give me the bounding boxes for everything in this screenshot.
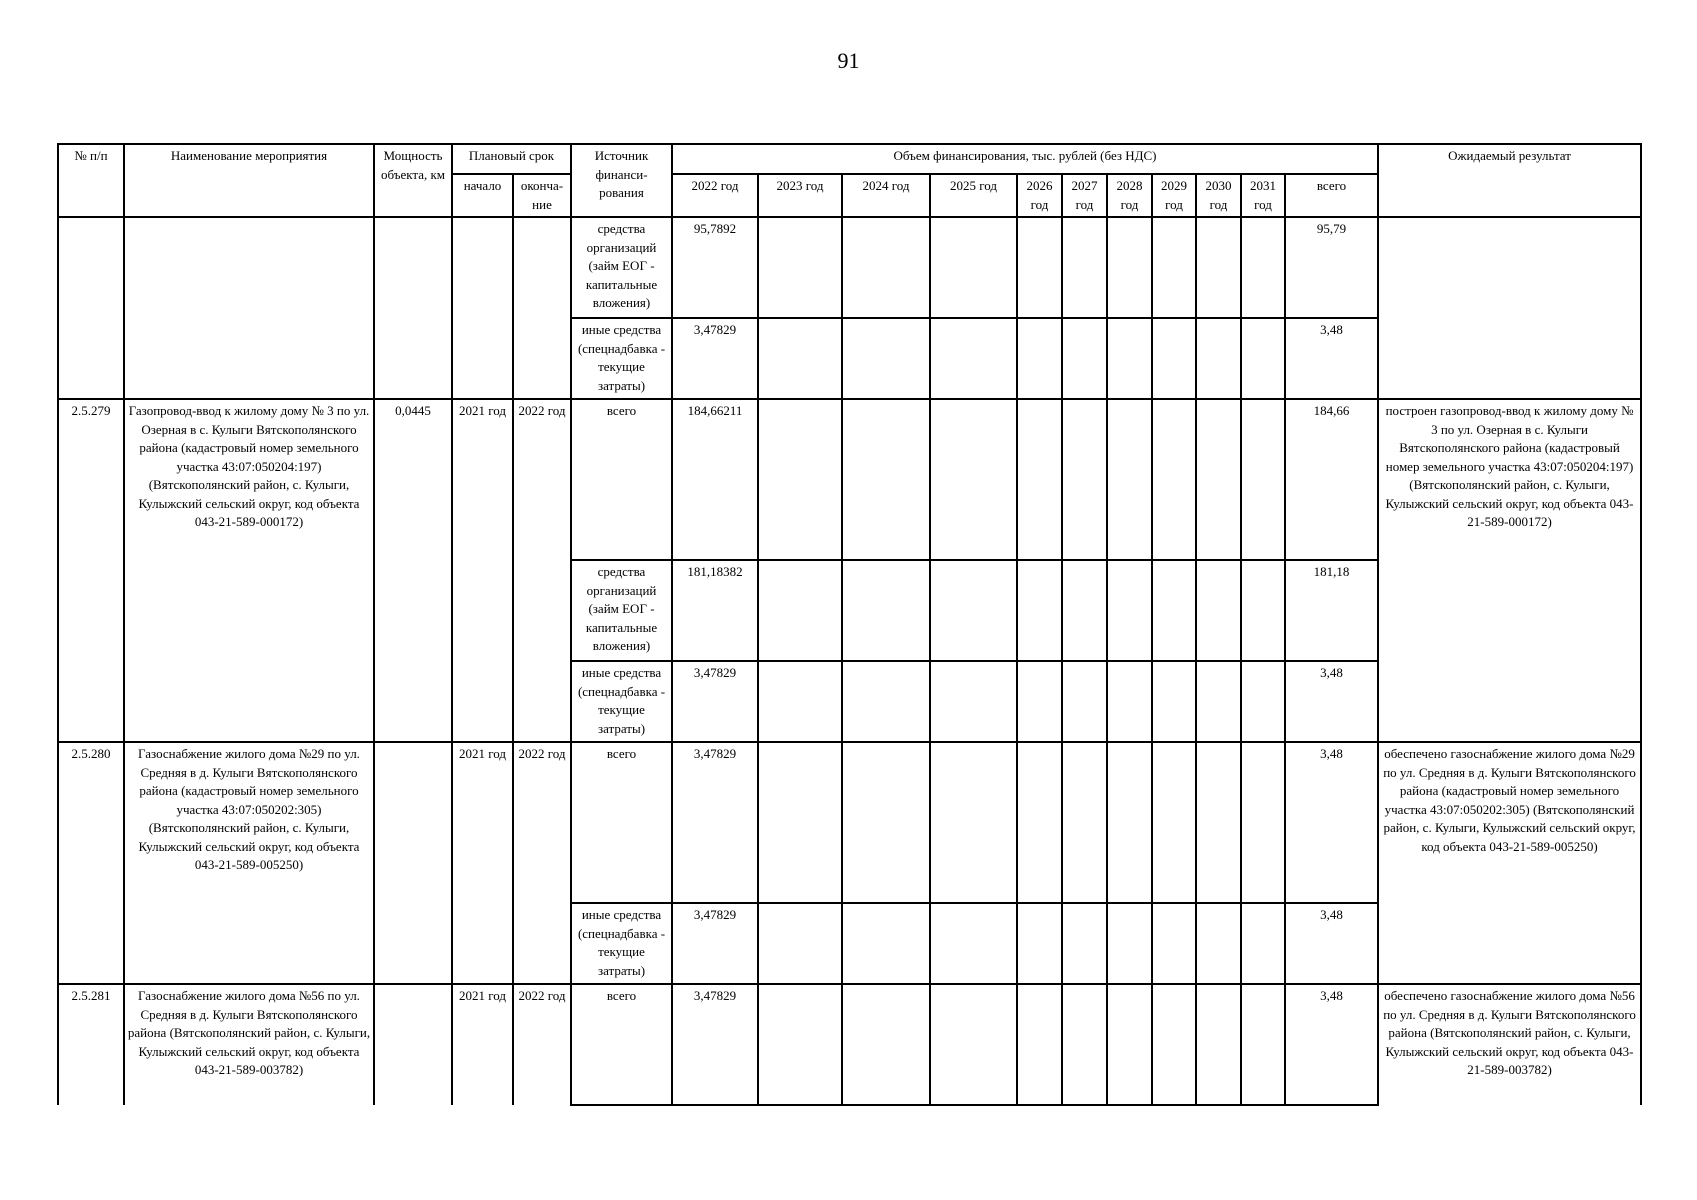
cell-result — [1378, 217, 1641, 399]
cell-num — [58, 217, 124, 399]
cell-name: Газоснабжение жилого дома №56 по ул. Средняя в д. Кулыги Вятскополянского района (Вятскополянский район, с. Кулыги, Кулыжский сельский округ, код объекта 043-21-589-003782) — [124, 984, 374, 1105]
header-source: Источник финанси-рования — [571, 144, 672, 217]
header-row-1 — [58, 144, 1641, 174]
cell-start: 2021 год — [452, 742, 513, 984]
cell-total: 181,18 — [1285, 560, 1378, 661]
cell-source: иные средства (спецнадбавка - текущие затраты) — [571, 903, 672, 984]
cell-capacity — [374, 217, 452, 399]
cell-2022: 3,47829 — [672, 742, 758, 903]
cell-num: 2.5.281 — [58, 984, 124, 1105]
cell-source: всего — [571, 984, 672, 1105]
cell-capacity — [374, 742, 452, 984]
header-year-2028: 2028 год — [1107, 174, 1152, 217]
cell-result: обеспечено газоснабжение жилого дома №29 по ул. Средняя в д. Кулыги Вятскополянского района (кадастровый номер земельного участка 43:07:050202:305) (Вятскополянский район, с. Кулыги, Кулыжский сельский округ, код объекта 043-21-589-005250) — [1378, 742, 1641, 984]
cell-total: 3,48 — [1285, 742, 1378, 903]
cell-2022: 184,66211 — [672, 399, 758, 560]
cell-start: 2021 год — [452, 399, 513, 742]
cell-end — [513, 217, 571, 399]
header-year-2027: 2027 год — [1062, 174, 1107, 217]
cell-2022: 3,47829 — [672, 318, 758, 399]
cell-source: иные средства (спецнадбавка - текущие затраты) — [571, 661, 672, 742]
cell-num: 2.5.279 — [58, 399, 124, 742]
header-year-2024: 2024 год — [842, 174, 930, 217]
cell-2022: 3,47829 — [672, 661, 758, 742]
header-name: Наименование мероприятия — [124, 144, 374, 217]
cell-2022: 181,18382 — [672, 560, 758, 661]
header-plan-term: Плановый срок — [452, 144, 571, 174]
table-row — [58, 399, 1641, 560]
cell-capacity — [374, 984, 452, 1105]
cell-2022: 95,7892 — [672, 217, 758, 318]
header-year-2026: 2026 год — [1017, 174, 1062, 217]
cell-capacity: 0,0445 — [374, 399, 452, 742]
header-year-2030: 2030 год — [1196, 174, 1241, 217]
header-total: всего — [1285, 174, 1378, 217]
cell-end: 2022 год — [513, 984, 571, 1105]
cell-start: 2021 год — [452, 984, 513, 1105]
cell-source: всего — [571, 399, 672, 560]
cell-name — [124, 217, 374, 399]
header-funding: Объем финансирования, тыс. рублей (без НДС) — [672, 144, 1378, 174]
cell-total: 3,48 — [1285, 318, 1378, 399]
cell-total: 3,48 — [1285, 903, 1378, 984]
cell-result: построен газопровод-ввод к жилому дому № 3 по ул. Озерная в с. Кулыги Вятскополянского района (кадастровый номер земельного участка 43:07:050204:197) (Вятскополянский район, с. Кулыги, Кулыжский сельский округ, код объекта 043-21-589-000172) — [1378, 399, 1641, 742]
cell-end: 2022 год — [513, 399, 571, 742]
cell-start — [452, 217, 513, 399]
table-row — [58, 217, 1641, 318]
table-row — [58, 742, 1641, 903]
cell-source: средства организаций (займ ЕОГ - капитальные вложения) — [571, 217, 672, 318]
cell-total: 3,48 — [1285, 661, 1378, 742]
cell-2022: 3,47829 — [672, 903, 758, 984]
header-year-2025: 2025 год — [930, 174, 1017, 217]
financing-table — [57, 143, 1642, 1106]
cell-result: обеспечено газоснабжение жилого дома №56 по ул. Средняя в д. Кулыги Вятскополянского района (Вятскополянский район, с. Кулыги, Кулыжский сельский округ, код объекта 043-21-589-003782) — [1378, 984, 1641, 1105]
header-year-2022: 2022 год — [672, 174, 758, 217]
cell-source: иные средства (спецнадбавка - текущие затраты) — [571, 318, 672, 399]
page-number: 91 — [837, 48, 860, 73]
header-num: № п/п — [58, 144, 124, 217]
table-row — [58, 984, 1641, 1105]
header-result: Ожидаемый результат — [1378, 144, 1641, 217]
cell-name: Газопровод-ввод к жилому дому № 3 по ул. Озерная в с. Кулыги Вятскополянского района (кадастровый номер земельного участка 43:07:050204:197) (Вятскополянский район, с. Кулыги, Кулыжский сельский округ, код объекта 043-21-589-000172) — [124, 399, 374, 742]
cell-end: 2022 год — [513, 742, 571, 984]
cell-total: 3,48 — [1285, 984, 1378, 1105]
cell-total: 95,79 — [1285, 217, 1378, 318]
header-capacity: Мощность объекта, км — [374, 144, 452, 217]
cell-total: 184,66 — [1285, 399, 1378, 560]
header-year-2031: 2031 год — [1241, 174, 1285, 217]
header-year-2023: 2023 год — [758, 174, 842, 217]
cell-name: Газоснабжение жилого дома №29 по ул. Средняя в д. Кулыги Вятскополянского района (кадастровый номер земельного участка 43:07:050202:305) (Вятскополянский район, с. Кулыги, Кулыжский сельский округ, код объекта 043-21-589-005250) — [124, 742, 374, 984]
header-start: начало — [452, 174, 513, 217]
cell-source: всего — [571, 742, 672, 903]
cell-source: средства организаций (займ ЕОГ - капитальные вложения) — [571, 560, 672, 661]
header-year-2029: 2029 год — [1152, 174, 1196, 217]
cell-2022: 3,47829 — [672, 984, 758, 1105]
header-end: оконча-ние — [513, 174, 571, 217]
cell-num: 2.5.280 — [58, 742, 124, 984]
